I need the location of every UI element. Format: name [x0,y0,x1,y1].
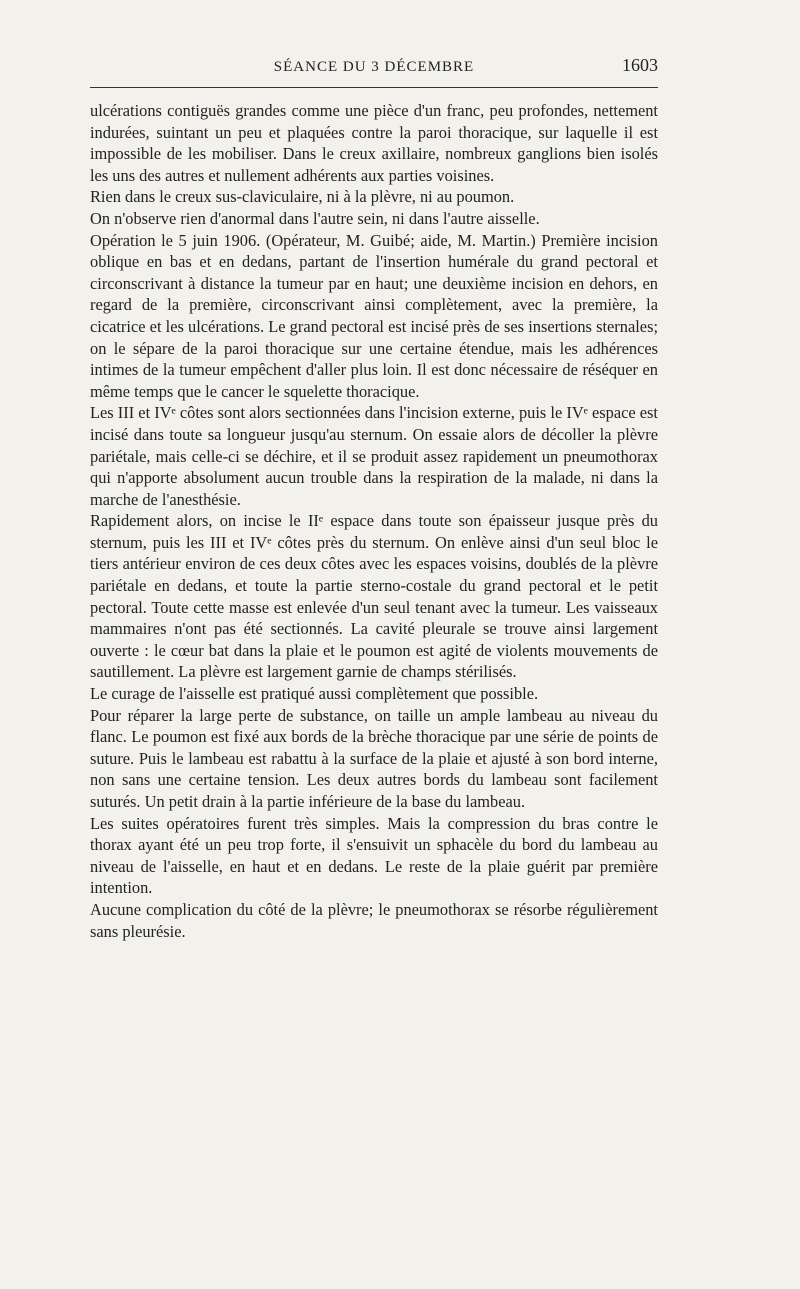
page-number: 1603 [622,55,658,75]
paragraph: Les suites opératoires furent très simples. Mais la compression du bras contre le thorax ayant été un peu trop forte, il s'ensuivit un sphacèle du bord du lambeau au niveau de l'aisselle, en haut et en dedans. Le reste de la plaie guérit par première intention. [90,813,658,898]
paragraph: Rien dans le creux sus-claviculaire, ni à la plèvre, ni au poumon. [90,187,515,207]
page-header [90,55,658,81]
running-title: SÉANCE DU 3 DÉCEMBRE [273,59,475,75]
paragraph: Opération le 5 juin 1906. (Opérateur, M. Guibé; aide, M. Martin.) Première incision oblique en bas et en dedans, partant de l'insertion humérale du grand pectoral et circonscrivant à distance la tumeur par en haut; une deuxième incision en dehors, en regard de la première, circonscrivant ainsi complètement, avec la première, la cicatrice et les ulcérations. Le grand pectoral est incisé près de ses insertions sternales; on le sépare de la paroi thoracique sur une certaine étendue, mais les adhérences intimes de la tumeur empêchent d'aller plus loin. Il est donc nécessaire de réséquer en même temps que le cancer le squelette thoracique. [90,230,658,401]
body-text [90,100,658,942]
paragraph: Aucune complication du côté de la plèvre; le pneumothorax se résorbe régulièrement sans pleurésie. [90,899,658,941]
header-rule [90,87,658,88]
paragraph: Rapidement alors, on incise le IIᵉ espace dans toute son épaisseur jusque près du sternum, puis les III et IVᵉ côtes près du sternum. On enlève ainsi d'un seul bloc le tiers antérieur environ de ces deux côtes avec les espaces voisins, doublés de la plèvre pariétale en dedans, et toute la partie sterno-costale du grand pectoral et le petit pectoral. Toute cette masse est enlevée d'un seul tenant avec la tumeur. Les vaisseaux mammaires n'ont pas été sectionnés. La cavité pleurale se trouve ainsi largement ouverte : le cœur bat dans la plaie et le poumon est agité de violents mouvements de sautillement. La plèvre est largement garnie de champs stérilisés. [90,511,658,682]
page [90,55,658,942]
paragraph: Les III et IVᵉ côtes sont alors sectionnées dans l'incision externe, puis le IVᵉ espace est incisé dans toute sa longueur jusqu'au sternum. On essaie alors de décoller la plèvre pariétale, mais celle-ci se déchire, et il se produit assez rapidement un pneumothorax qui n'apporte absolument aucun trouble dans la respiration de la malade, ni dans la marche de l'anesthésie. [90,403,658,509]
paragraph: On n'observe rien d'anormal dans l'autre sein, ni dans l'autre aisselle. [90,208,540,228]
paragraph: Pour réparer la large perte de substance, on taille un ample lambeau au niveau du flanc. Le poumon est fixé aux bords de la brèche thoracique par une série de points de suture. Puis le lambeau est rabattu à la surface de la plaie et ajusté à son bord interne, non sans une certaine tension. Les deux autres bords du lambeau sont facilement suturés. Un petit drain à la partie inférieure de la base du lambeau. [90,705,658,811]
paragraph: ulcérations contiguës grandes comme une pièce d'un franc, peu profondes, nettement indurées, suintant un peu et plaquées contre la paroi thoracique, sur laquelle il est impossible de les mobiliser. Dans le creux axillaire, nombreux ganglions bien isolés les uns des autres et nullement adhérents aux parties voisines. [90,101,658,185]
paragraph: Le curage de l'aisselle est pratiqué aussi complètement que possible. [90,684,539,704]
